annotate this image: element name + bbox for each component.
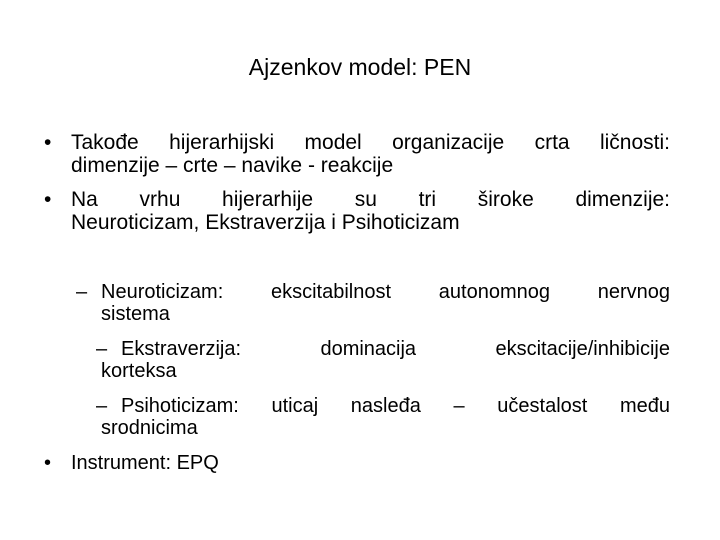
- sub-bullet-3-line-2: srodnicima: [101, 417, 198, 439]
- bullet-1-line-1: Takođe hijerarhijski model organizacije crta ličnosti:: [71, 131, 670, 154]
- sub-bullet-2-line-1: Ekstraverzija: dominacija ekscitacije/inhibicije: [121, 338, 670, 360]
- sub-bullet-psihoticizam: [96, 395, 670, 439]
- dash-marker: –: [96, 338, 108, 360]
- bullet-1-line-2: dimenzije – crte – navike - reakcije: [71, 154, 394, 177]
- dash-marker: –: [76, 281, 88, 303]
- bullet-item-2: [44, 188, 670, 234]
- instrument-text: Instrument: EPQ: [71, 452, 219, 474]
- slide-title: Ajzenkov model: PEN: [248, 54, 472, 80]
- sub-bullet-1-line-2: sistema: [101, 303, 170, 325]
- bullet-2-line-2: Neuroticizam, Ekstraverzija i Psihoticizam: [71, 211, 460, 234]
- bullet-marker: •: [44, 452, 52, 474]
- sub-bullet-neuroticizam: [76, 281, 670, 325]
- sub-bullet-1-line-1: Neuroticizam: ekscitabilnost autonomnog nervnog: [101, 281, 670, 303]
- bullet-item-instrument: [44, 452, 219, 474]
- sub-bullet-ekstraverzija: [96, 338, 670, 382]
- sub-bullet-3-line-1: Psihoticizam: uticaj nasleđa – učestalost među: [121, 395, 670, 417]
- sub-bullet-2-line-2: korteksa: [101, 360, 177, 382]
- bullet-marker: •: [44, 188, 52, 211]
- dash-marker: –: [96, 395, 108, 417]
- bullet-2-line-1: Na vrhu hijerarhije su tri široke dimenzije:: [71, 188, 670, 211]
- bullet-item-1: [44, 131, 670, 177]
- bullet-marker: •: [44, 131, 52, 154]
